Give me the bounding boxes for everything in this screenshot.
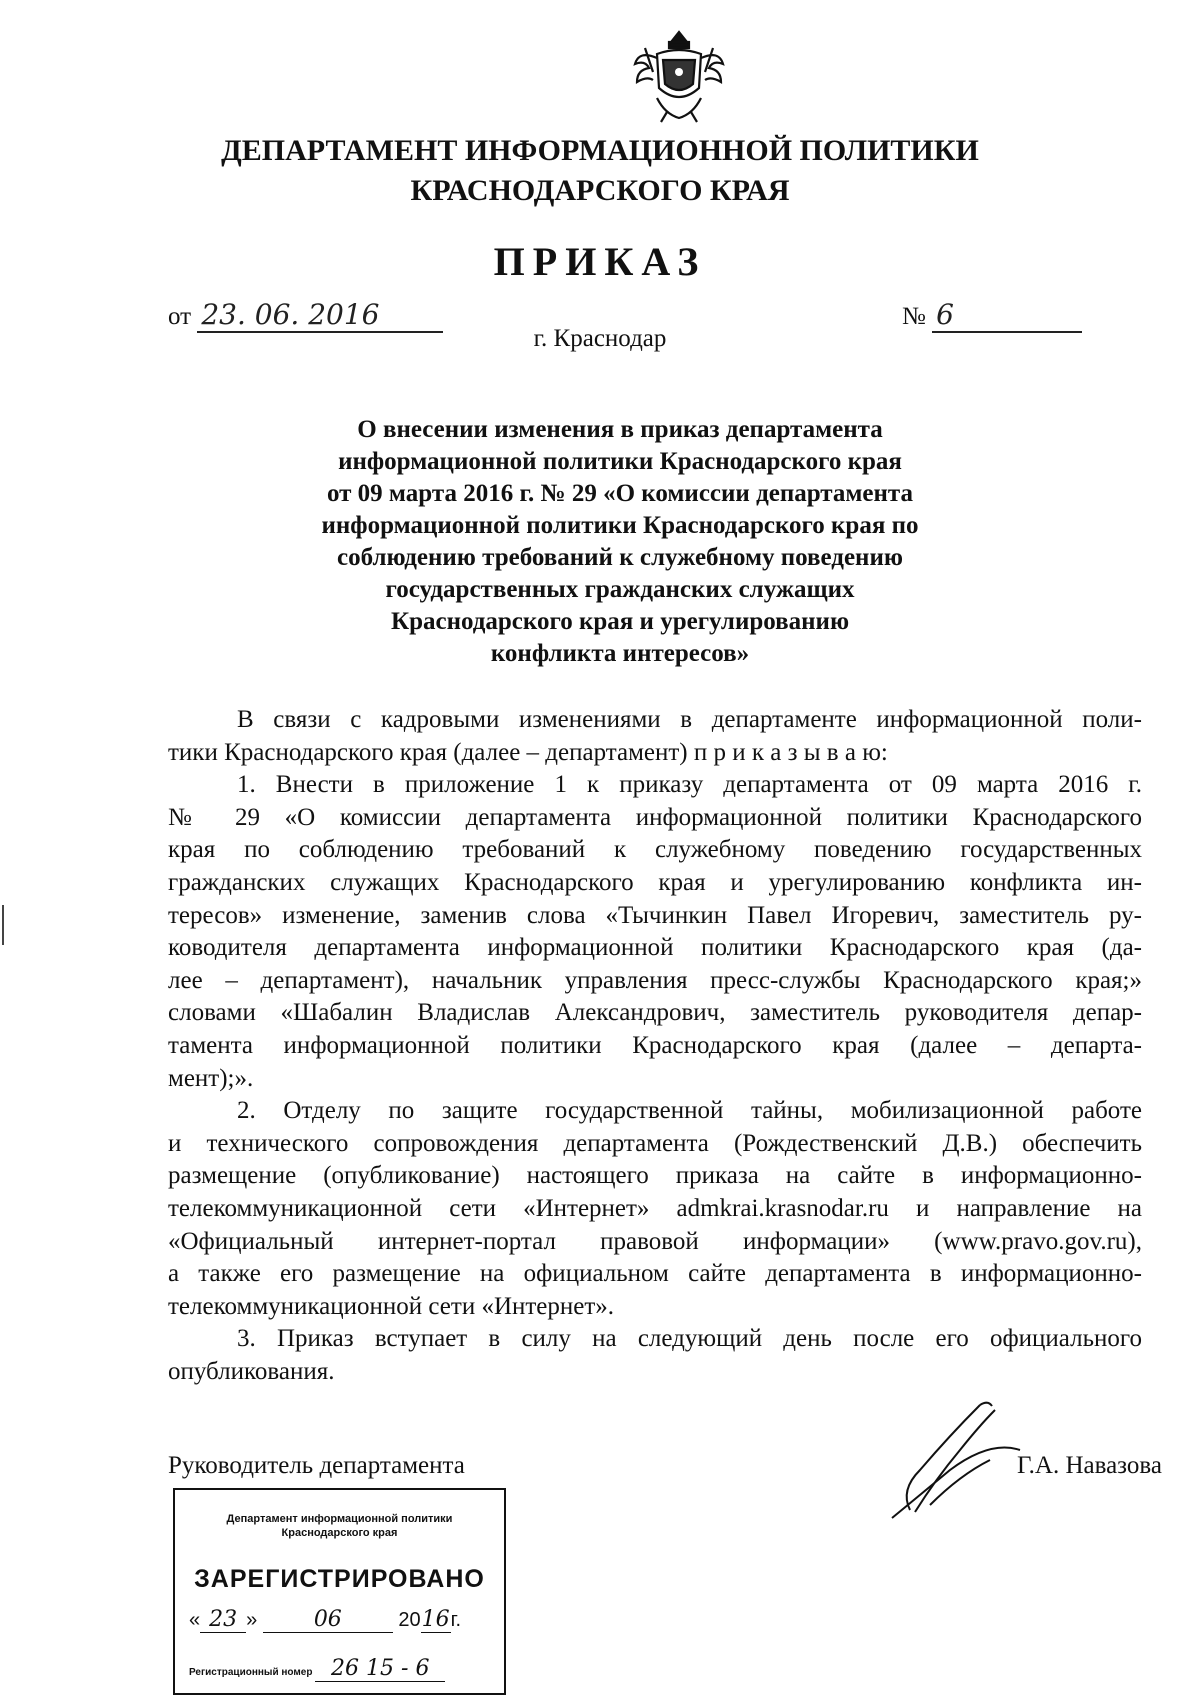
body-line: «Официальный интернет-портал правовой информации» (www.pravo.gov.ru), — [168, 1227, 1142, 1255]
city-line: г. Краснодар — [533, 325, 667, 352]
subject-line: конфликта интересов» — [490, 640, 750, 667]
stamp-close-quote: » — [246, 1609, 258, 1631]
stamp-header-line1: Департамент информационной политики — [226, 1513, 453, 1525]
signatory-position: Руководитель департамента — [168, 1452, 465, 1479]
body-line: опубликования. — [168, 1357, 335, 1385]
subject-line: О внесении изменения в приказ департамента — [357, 416, 883, 443]
body-line: ководителя департамента информационной политики Краснодарского края (да- — [168, 934, 1142, 962]
body-line: края по соблюдению требований к служебному поведению государственных — [168, 836, 1142, 864]
document-type-title: ПРИКАЗ — [493, 239, 707, 284]
stamp-month: 06 — [263, 1607, 393, 1633]
body-line: 1. Внести в приложение 1 к приказу департамента от 09 марта 2016 г. — [237, 771, 1142, 799]
body-line: 3. Приказ вступает в силу на следующий день после его официального — [237, 1325, 1142, 1353]
stamp-year-unit: г. — [450, 1609, 462, 1631]
stamp-reg-label: Регистрационный номер — [189, 1667, 313, 1678]
stamp-year-suffix: 16 — [421, 1607, 450, 1632]
subject-line: государственных гражданских служащих — [385, 576, 855, 603]
stamp-reg-number: 26 15 - 6 — [315, 1656, 445, 1682]
number-prefix: № — [902, 303, 926, 330]
handwritten-signature — [880, 1400, 1050, 1520]
body-line: словами «Шабалин Владислав Александрович, заместитель руководителя депар- — [168, 999, 1142, 1027]
order-subject — [240, 414, 1000, 670]
order-body — [168, 704, 1142, 1388]
subject-line: от 09 марта 2016 г. № 29 «О комиссии департамента — [326, 480, 914, 507]
order-number-handwritten: 6 — [932, 298, 1082, 333]
stamp-open-quote: « — [189, 1609, 201, 1631]
coat-of-arms-emblem — [627, 28, 731, 124]
subject-line: информационной политики Краснодарского края — [338, 448, 902, 475]
stamp-status: ЗАРЕГИСТРИРОВАНО — [194, 1565, 485, 1593]
body-line: тики Краснодарского края (далее – департамент) п р и к а з ы в а ю: — [168, 738, 888, 766]
body-line: В связи с кадровыми изменениями в департаменте информационной поли- — [237, 706, 1142, 733]
date-prefix: от — [168, 303, 192, 330]
body-line: размещение (опубликование) настоящего приказа на сайте в информационно- — [168, 1162, 1142, 1190]
body-line: мент);». — [168, 1064, 254, 1092]
stamp-reg-number-line — [189, 1656, 445, 1682]
subject-line: соблюдению требований к служебному поведению — [337, 544, 903, 571]
scan-margin-mark — [2, 905, 4, 945]
stamp-year-prefix: 20 — [398, 1609, 421, 1631]
subject-line: информационной политики Краснодарского края по — [321, 512, 919, 539]
body-line: № 29 «О комиссии департамента информационной политики Краснодарского — [168, 803, 1142, 831]
body-line: и технического сопровождения департамента (Рождественский Д.В.) обеспечить — [168, 1129, 1142, 1157]
body-line: гражданских служащих Краснодарского края и урегулированию конфликта ин- — [168, 868, 1142, 896]
order-date-handwritten: 23. 06. 2016 — [197, 298, 443, 333]
registration-stamp — [173, 1488, 506, 1695]
body-line: лее – департамент), начальник управления пресс-службы Краснодарского края;» — [168, 966, 1142, 994]
body-line: а также его размещение на официальном сайте департамента в информационно- — [168, 1260, 1142, 1288]
signatory-name: Г.А. Навазова — [1017, 1452, 1162, 1479]
stamp-header-line2: Краснодарского края — [281, 1527, 398, 1539]
department-name-line2: КРАСНОДАРСКОГО КРАЯ — [410, 174, 790, 207]
stamp-date-line — [189, 1607, 461, 1633]
body-line: телекоммуникационной сети «Интернет» admkrai.krasnodar.ru и направление на — [168, 1194, 1142, 1222]
subject-line: Краснодарского края и урегулированию — [390, 608, 850, 635]
stamp-day: 23 — [200, 1607, 246, 1633]
body-line: тамента информационной политики Краснодарского края (далее – департа- — [168, 1031, 1142, 1059]
body-line: телекоммуникационной сети «Интернет». — [168, 1292, 615, 1320]
body-line: 2. Отделу по защите государственной тайны, мобилизационной работе — [237, 1097, 1142, 1125]
department-name-line1: ДЕПАРТАМЕНТ ИНФОРМАЦИОННОЙ ПОЛИТИКИ — [221, 134, 979, 167]
body-line: тересов» изменение, заменив слова «Тычинкин Павел Игоревич, заместитель ру- — [168, 901, 1142, 929]
